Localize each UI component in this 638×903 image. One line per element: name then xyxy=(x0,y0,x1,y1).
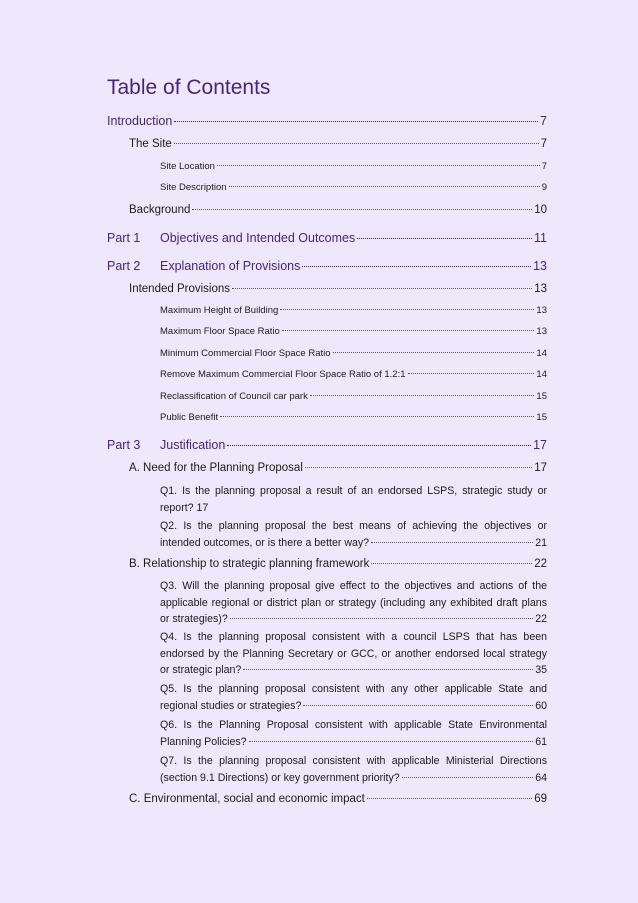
entry-label-line: Q7. Is the planning proposal consistent with applicable Ministerial Directions xyxy=(160,755,547,767)
toc-entry-site-location[interactable] xyxy=(160,159,547,175)
leader-dots xyxy=(174,121,538,122)
entry-label-line: Q3. Will the planning proposal give effect to the objectives and actions of the xyxy=(160,580,547,592)
toc-entry-min-commercial-fsr[interactable] xyxy=(160,346,547,362)
leader-dots xyxy=(371,563,532,564)
entry-label: B. Relationship to strategic planning framework xyxy=(129,558,370,570)
leader-dots xyxy=(371,542,533,543)
page-number: 10 xyxy=(534,204,547,216)
entry-label: A. Need for the Planning Proposal xyxy=(129,462,303,474)
entry-label-line: Q1. Is the planning proposal a result of an endorsed LSPS, strategic study or xyxy=(160,485,547,497)
entry-label: The Site xyxy=(129,138,172,150)
leader-dots xyxy=(357,238,532,239)
leader-dots xyxy=(333,352,535,353)
entry-label: Explanation of Provisions xyxy=(160,259,301,273)
page-number: 17 xyxy=(533,438,547,452)
toc-entry-q4[interactable] xyxy=(160,629,547,679)
leader-dots xyxy=(249,741,534,742)
entry-label: Introduction xyxy=(107,114,173,128)
entry-label-line: applicable regional or district plan or strategy (including any exhibited draft plans xyxy=(160,596,547,609)
toc-entry-q2[interactable] xyxy=(160,518,547,551)
entry-label-last-line: report? 17 xyxy=(160,501,209,514)
leader-dots xyxy=(220,416,534,417)
entry-label: Intended Provisions xyxy=(129,283,231,295)
entry-label-last-line: (section 9.1 Directions) or key government priority? xyxy=(160,771,400,784)
toc-entry-q3[interactable] xyxy=(160,578,547,628)
leader-dots xyxy=(305,467,532,468)
page-number: 22 xyxy=(534,558,547,570)
entry-label-line: Q4. Is the planning proposal consistent with a council LSPS that has been xyxy=(160,631,547,643)
page-number: 14 xyxy=(536,348,547,359)
leader-dots xyxy=(229,186,540,187)
leader-dots xyxy=(232,288,532,289)
entry-label: Background xyxy=(129,204,191,216)
entry-label-line: Q5. Is the planning proposal consistent with any other applicable State and xyxy=(160,683,547,695)
leader-dots xyxy=(217,165,540,166)
entry-label-last-line: or strategies)? xyxy=(160,613,228,625)
toc-title: Table of Contents xyxy=(107,76,271,99)
page-number: 7 xyxy=(540,138,547,150)
toc-entry-q6[interactable] xyxy=(160,717,547,750)
page-number: 13 xyxy=(536,326,547,337)
entry-label: Maximum Floor Space Ratio xyxy=(160,326,280,337)
entry-label: Site Description xyxy=(160,182,227,193)
toc-entry-introduction[interactable] xyxy=(107,113,547,129)
toc-entry-part-2[interactable] xyxy=(107,258,547,274)
part-number: Part 3 xyxy=(107,438,141,452)
page-number: 61 xyxy=(535,735,547,748)
toc-entry-part-1[interactable] xyxy=(107,230,547,246)
page-number: 9 xyxy=(541,182,547,193)
leader-dots xyxy=(243,669,533,670)
entry-label: Site Location xyxy=(160,161,215,172)
entry-label-last-line: intended outcomes, or is there a better way? xyxy=(160,536,370,549)
page-number: 15 xyxy=(536,391,547,402)
leader-dots xyxy=(280,309,534,310)
entry-label-line: endorsed by the Planning Secretary or GCC, or another endorsed local strategy xyxy=(160,647,547,660)
toc-entry-site-description[interactable] xyxy=(160,180,547,196)
entry-label: Maximum Height of Building xyxy=(160,305,279,316)
toc-entry-section-a[interactable] xyxy=(129,460,547,476)
page-number: 69 xyxy=(534,793,547,805)
toc-entry-reclassification[interactable] xyxy=(160,389,547,405)
entry-label: Remove Maximum Commercial Floor Space Ratio of 1.2:1 xyxy=(160,369,406,380)
entry-label-last-line: Planning Policies? xyxy=(160,735,247,748)
toc-entry-max-fsr[interactable] xyxy=(160,324,547,340)
page-number: 7 xyxy=(540,114,547,128)
page-number: 13 xyxy=(534,283,547,295)
toc-entry-part-3[interactable] xyxy=(107,437,547,453)
toc-entry-intended-provisions[interactable] xyxy=(129,281,547,297)
page-number: 13 xyxy=(533,259,547,273)
leader-dots xyxy=(174,143,539,144)
page-number: 35 xyxy=(535,664,547,676)
leader-dots xyxy=(408,373,535,374)
page-number: 13 xyxy=(536,305,547,316)
page-number: 21 xyxy=(535,536,547,549)
entry-label: Justification xyxy=(160,438,226,452)
leader-dots xyxy=(282,330,535,331)
toc-entry-q7[interactable] xyxy=(160,753,547,786)
page-number: 11 xyxy=(534,231,547,245)
entry-label-line: Q6. Is the Planning Proposal consistent with applicable State Environmental xyxy=(160,719,547,731)
page-number: 14 xyxy=(536,369,547,380)
toc-entry-public-benefit[interactable] xyxy=(160,410,547,426)
entry-label: Objectives and Intended Outcomes xyxy=(160,231,356,245)
page-number: 17 xyxy=(534,462,547,474)
entry-label: C. Environmental, social and economic impact xyxy=(129,793,365,805)
entry-label: Public Benefit xyxy=(160,412,219,423)
toc-entry-section-b[interactable] xyxy=(129,556,547,572)
part-number: Part 1 xyxy=(107,231,141,245)
leader-dots xyxy=(303,705,533,706)
entry-label: Minimum Commercial Floor Space Ratio xyxy=(160,348,331,359)
leader-dots xyxy=(227,445,531,446)
toc-entry-section-c[interactable] xyxy=(129,791,547,807)
leader-dots xyxy=(310,395,535,396)
toc-entry-the-site[interactable] xyxy=(129,136,547,152)
toc-entry-remove-max-commercial-fsr[interactable] xyxy=(160,367,547,383)
leader-dots xyxy=(192,209,532,210)
entry-label-last-line: regional studies or strategies? xyxy=(160,699,302,712)
entry-label-last-line: or strategic plan? xyxy=(160,664,242,676)
page-number: 22 xyxy=(535,613,547,625)
part-number: Part 2 xyxy=(107,259,141,273)
toc-entry-q5[interactable] xyxy=(160,681,547,714)
leader-dots xyxy=(302,266,531,267)
page-number: 60 xyxy=(535,699,547,712)
leader-dots xyxy=(230,618,533,619)
page-number: 7 xyxy=(541,161,547,172)
toc-entry-q1[interactable] xyxy=(160,483,547,516)
leader-dots xyxy=(402,777,534,778)
toc-entry-background[interactable] xyxy=(129,202,547,218)
page-number: 15 xyxy=(536,412,547,423)
toc-entry-max-height[interactable] xyxy=(160,303,547,319)
leader-dots xyxy=(367,798,532,799)
entry-label: Reclassification of Council car park xyxy=(160,391,308,402)
page-number: 64 xyxy=(535,771,547,784)
entry-label-line: Q2. Is the planning proposal the best means of achieving the objectives or xyxy=(160,520,547,532)
